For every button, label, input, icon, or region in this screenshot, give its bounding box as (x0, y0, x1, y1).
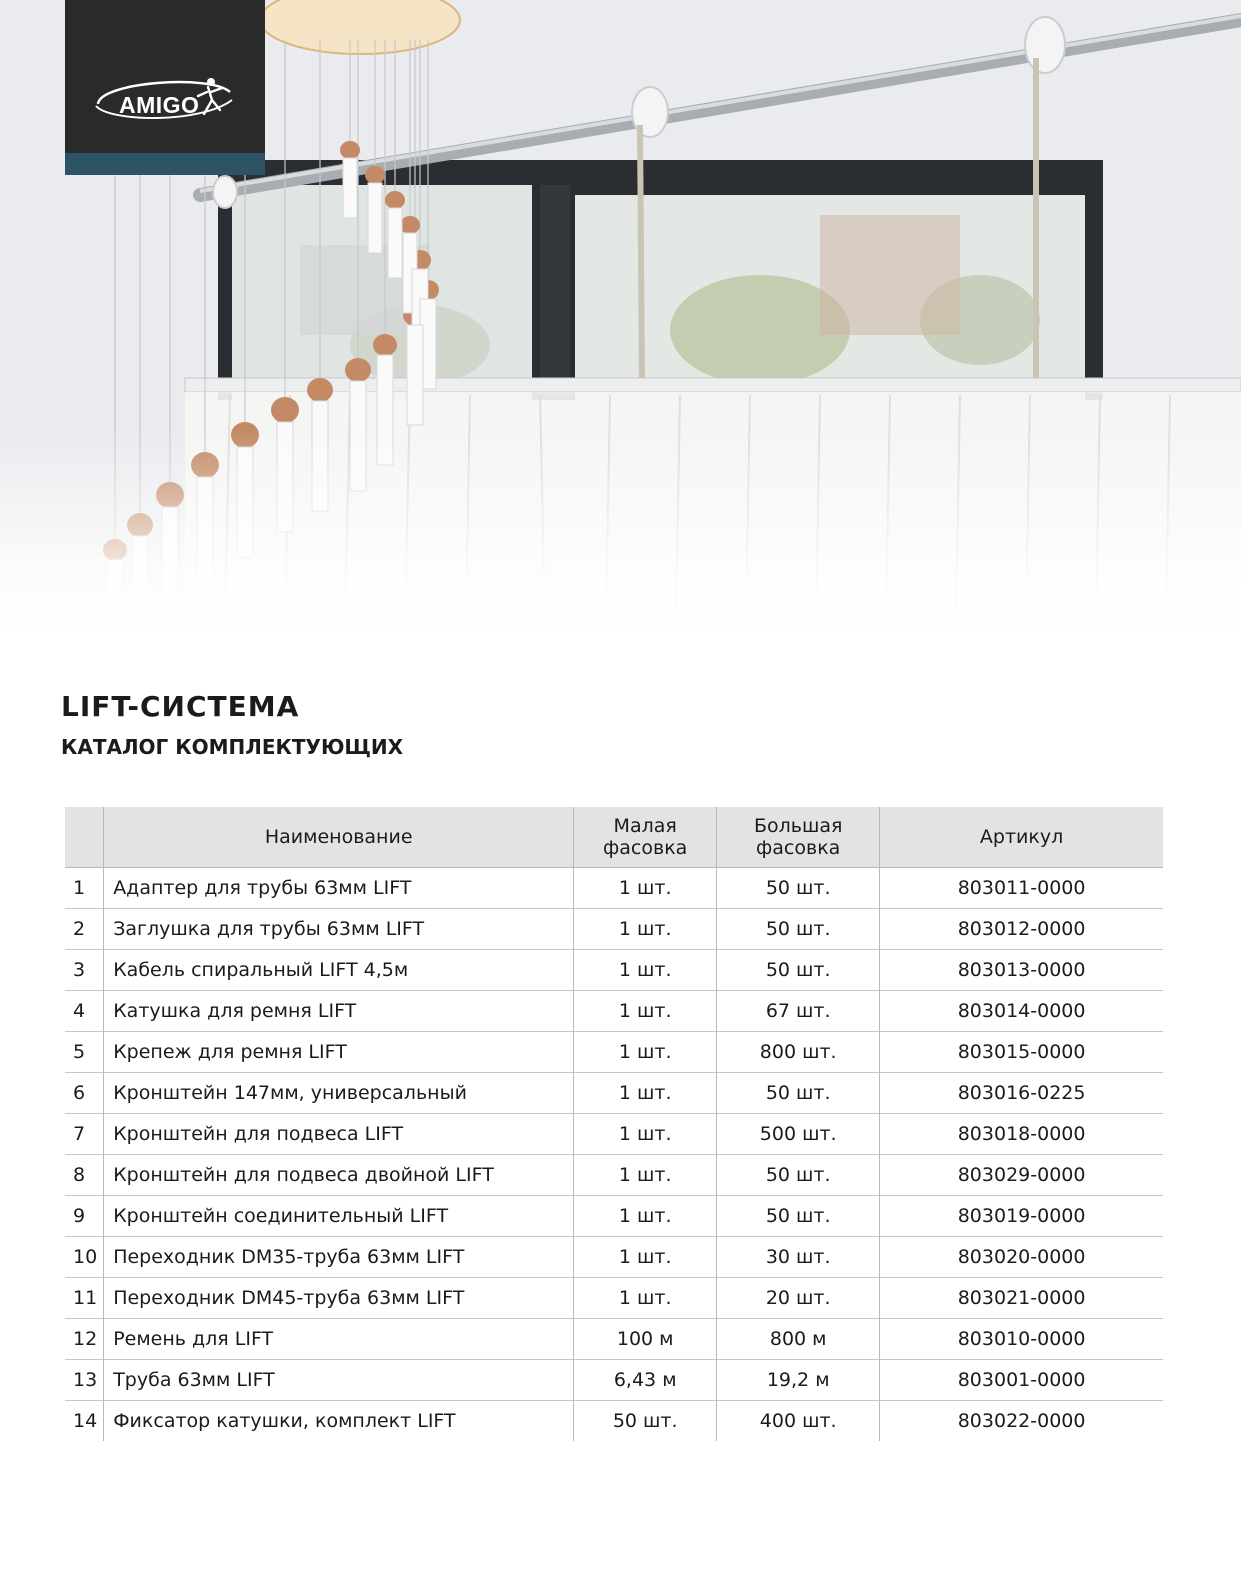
row-large-pack: 50 шт. (717, 950, 880, 991)
row-number: 1 (73, 877, 86, 899)
row-number: 3 (73, 959, 86, 981)
row-sku: 803029-0000 (880, 1155, 1163, 1196)
row-name: Фиксатор катушки, комплект LIFT (104, 1401, 574, 1442)
row-large-pack: 67 шт. (717, 991, 880, 1032)
row-name: Кронштейн для подвеса LIFT (104, 1114, 574, 1155)
row-small-pack: 1 шт. (574, 1278, 717, 1319)
row-sku: 803016-0225 (880, 1073, 1163, 1114)
row-small-pack: 1 шт. (574, 1032, 717, 1073)
row-small-pack: 1 шт. (574, 1114, 717, 1155)
row-number: 5 (73, 1041, 86, 1063)
row-name: Заглушка для трубы 63мм LIFT (104, 909, 574, 950)
header-large-pack: Большая фасовка (717, 807, 880, 868)
header-number (65, 807, 104, 868)
table-row (65, 868, 1163, 909)
row-number: 11 (73, 1287, 98, 1309)
row-small-pack: 1 шт. (574, 1155, 717, 1196)
row-sku: 803018-0000 (880, 1114, 1163, 1155)
row-name: Ремень для LIFT (104, 1319, 574, 1360)
row-small-pack: 6,43 м (574, 1360, 717, 1401)
row-large-pack: 50 шт. (717, 1073, 880, 1114)
table-row (65, 1401, 1163, 1442)
row-sku: 803022-0000 (880, 1401, 1163, 1442)
row-large-pack: 20 шт. (717, 1278, 880, 1319)
logo-text: AMIGO (119, 92, 200, 118)
table-row (65, 909, 1163, 950)
row-small-pack: 1 шт. (574, 950, 717, 991)
row-large-pack: 400 шт. (717, 1401, 880, 1442)
table-row (65, 950, 1163, 991)
row-number: 9 (73, 1205, 86, 1227)
table-row (65, 1155, 1163, 1196)
row-small-pack: 100 м (574, 1319, 717, 1360)
row-name: Труба 63мм LIFT (104, 1360, 574, 1401)
row-small-pack: 1 шт. (574, 909, 717, 950)
row-number: 14 (73, 1410, 98, 1432)
row-name: Катушка для ремня LIFT (104, 991, 574, 1032)
row-number: 10 (73, 1246, 98, 1268)
row-sku: 803001-0000 (880, 1360, 1163, 1401)
row-name: Кронштейн соединительный LIFT (104, 1196, 574, 1237)
table-row (65, 1073, 1163, 1114)
row-number: 7 (73, 1123, 86, 1145)
row-sku: 803015-0000 (880, 1032, 1163, 1073)
row-number: 13 (73, 1369, 98, 1391)
table-row (65, 1032, 1163, 1073)
row-sku: 803021-0000 (880, 1278, 1163, 1319)
table-row (65, 1114, 1163, 1155)
row-sku: 803014-0000 (880, 991, 1163, 1032)
row-name: Кабель спиральный LIFT 4,5м (104, 950, 574, 991)
row-large-pack: 19,2 м (717, 1360, 880, 1401)
row-number: 8 (73, 1164, 86, 1186)
row-large-pack: 500 шт. (717, 1114, 880, 1155)
row-number: 12 (73, 1328, 98, 1350)
row-large-pack: 50 шт. (717, 1196, 880, 1237)
row-number: 6 (73, 1082, 86, 1104)
table-row (65, 991, 1163, 1032)
table-row (65, 1237, 1163, 1278)
header-name: Наименование (104, 807, 574, 868)
row-number: 4 (73, 1000, 86, 1022)
row-large-pack: 800 шт. (717, 1032, 880, 1073)
row-large-pack: 50 шт. (717, 909, 880, 950)
table-row (65, 1196, 1163, 1237)
table-header-row (65, 807, 1163, 868)
row-large-pack: 50 шт. (717, 1155, 880, 1196)
row-small-pack: 50 шт. (574, 1401, 717, 1442)
row-small-pack: 1 шт. (574, 1073, 717, 1114)
row-sku: 803011-0000 (880, 868, 1163, 909)
logo-stripe (65, 153, 265, 175)
row-sku: 803013-0000 (880, 950, 1163, 991)
row-sku: 803019-0000 (880, 1196, 1163, 1237)
hero-fade (0, 430, 1241, 640)
row-sku: 803010-0000 (880, 1319, 1163, 1360)
row-name: Кронштейн для подвеса двойной LIFT (104, 1155, 574, 1196)
row-sku: 803020-0000 (880, 1237, 1163, 1278)
page-subtitle: КАТАЛОГ КОМПЛЕКТУЮЩИХ (61, 735, 404, 759)
row-large-pack: 50 шт. (717, 868, 880, 909)
header-sku: Артикул (880, 807, 1163, 868)
catalog-table (65, 807, 1163, 1441)
row-small-pack: 1 шт. (574, 1237, 717, 1278)
brand-logo (65, 0, 265, 175)
row-name: Переходник DM45-труба 63мм LIFT (104, 1278, 574, 1319)
row-number: 2 (73, 918, 86, 940)
row-name: Переходник DM35-труба 63мм LIFT (104, 1237, 574, 1278)
row-small-pack: 1 шт. (574, 868, 717, 909)
row-small-pack: 1 шт. (574, 991, 717, 1032)
row-name: Адаптер для трубы 63мм LIFT (104, 868, 574, 909)
row-large-pack: 800 м (717, 1319, 880, 1360)
table-row (65, 1360, 1163, 1401)
row-name: Кронштейн 147мм, универсальный (104, 1073, 574, 1114)
row-large-pack: 30 шт. (717, 1237, 880, 1278)
row-name: Крепеж для ремня LIFT (104, 1032, 574, 1073)
row-small-pack: 1 шт. (574, 1196, 717, 1237)
table-row (65, 1278, 1163, 1319)
table-row (65, 1319, 1163, 1360)
row-sku: 803012-0000 (880, 909, 1163, 950)
header-small-pack: Малая фасовка (574, 807, 717, 868)
page-title: LIFT-СИСТЕМА (61, 690, 300, 723)
